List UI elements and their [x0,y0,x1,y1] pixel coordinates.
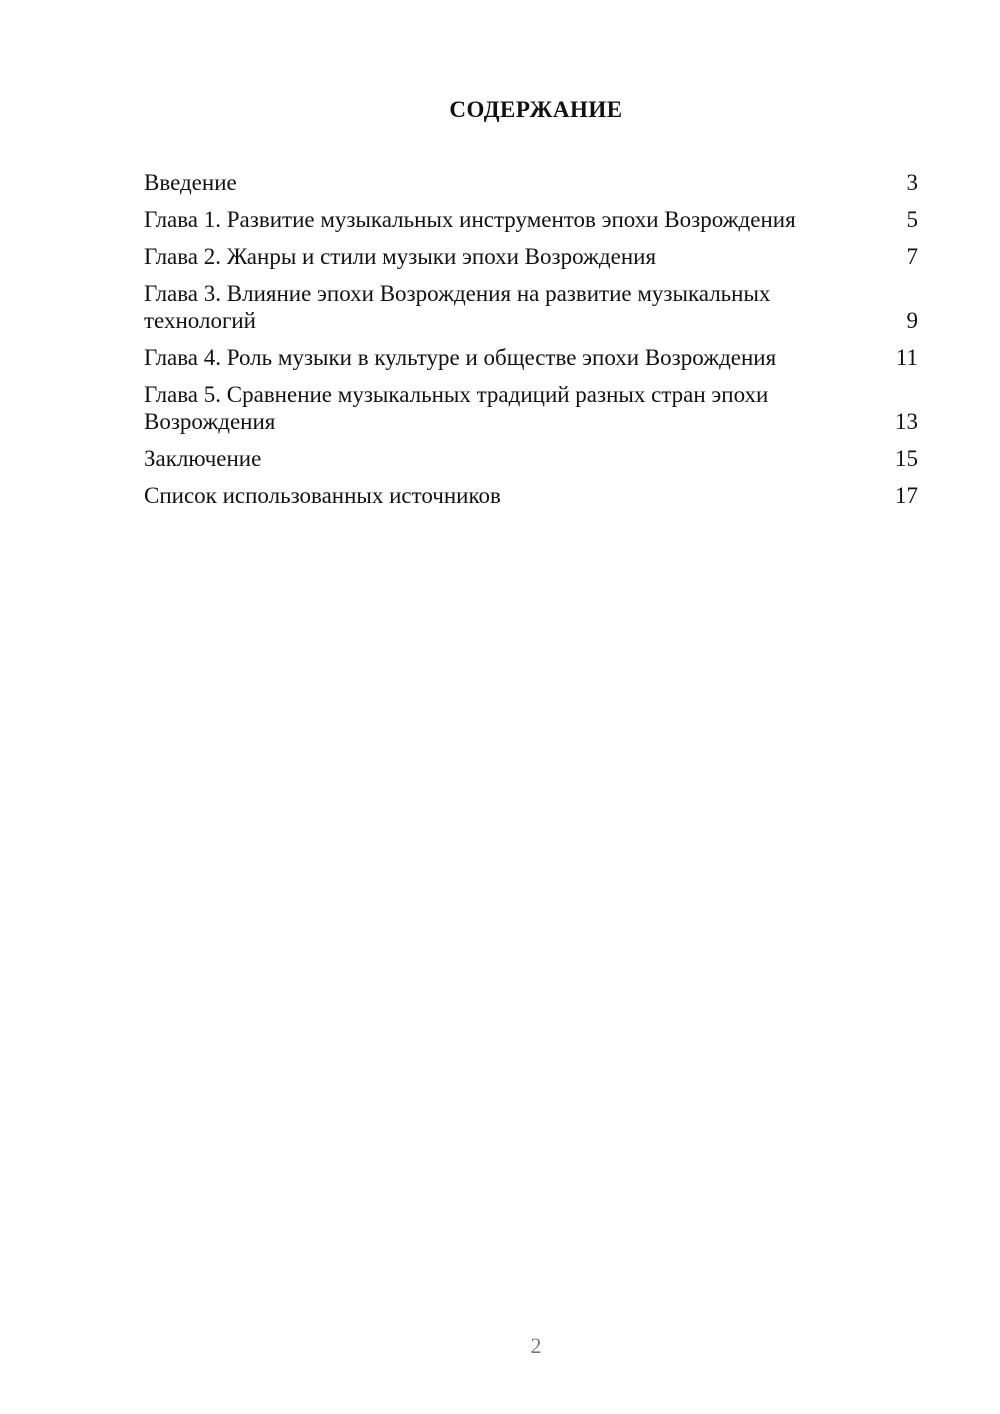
toc-entry-title: Глава 3. Влияние эпохи Возрождения на развитие музыкальных технологий [144,281,771,333]
toc-entry-chapter-4 [144,344,918,371]
toc-entry-chapter-3 [144,280,918,334]
toc-entry-chapter-2 [144,243,918,270]
toc-entry-chapter-1 [144,206,918,233]
toc-entry-title: Заключение [144,446,262,471]
toc-entry-page: 17 [895,483,918,508]
toc-entry-chapter-5 [144,381,918,435]
toc-entry-introduction [144,169,918,196]
page-title: СОДЕРЖАНИЕ [449,97,623,122]
toc-entry-title: Глава 1. Развитие музыкальных инструментов эпохи Возрождения [144,207,796,232]
toc-entry-references [144,482,918,509]
toc-entry-title: Глава 2. Жанры и стили музыки эпохи Возрождения [144,244,657,269]
page-number: 2 [530,1333,542,1358]
toc-entry-title: Глава 4. Роль музыки в культуре и обществе эпохи Возрождения [144,345,777,370]
toc-entry-page: 5 [906,207,918,232]
toc-entry-page: 15 [895,446,918,471]
toc-entry-conclusion [144,445,918,472]
toc-entry-page: 9 [906,308,918,333]
toc-entry-title: Глава 5. Сравнение музыкальных традиций разных стран эпохи Возрождения [144,382,769,434]
toc-entry-page: 11 [895,345,918,370]
table-of-contents [144,169,918,519]
toc-entry-title: Введение [144,170,237,195]
toc-entry-page: 7 [906,244,918,269]
toc-entry-page: 3 [906,170,918,195]
toc-entry-page: 13 [895,409,918,434]
toc-entry-title: Список использованных источников [144,483,501,508]
